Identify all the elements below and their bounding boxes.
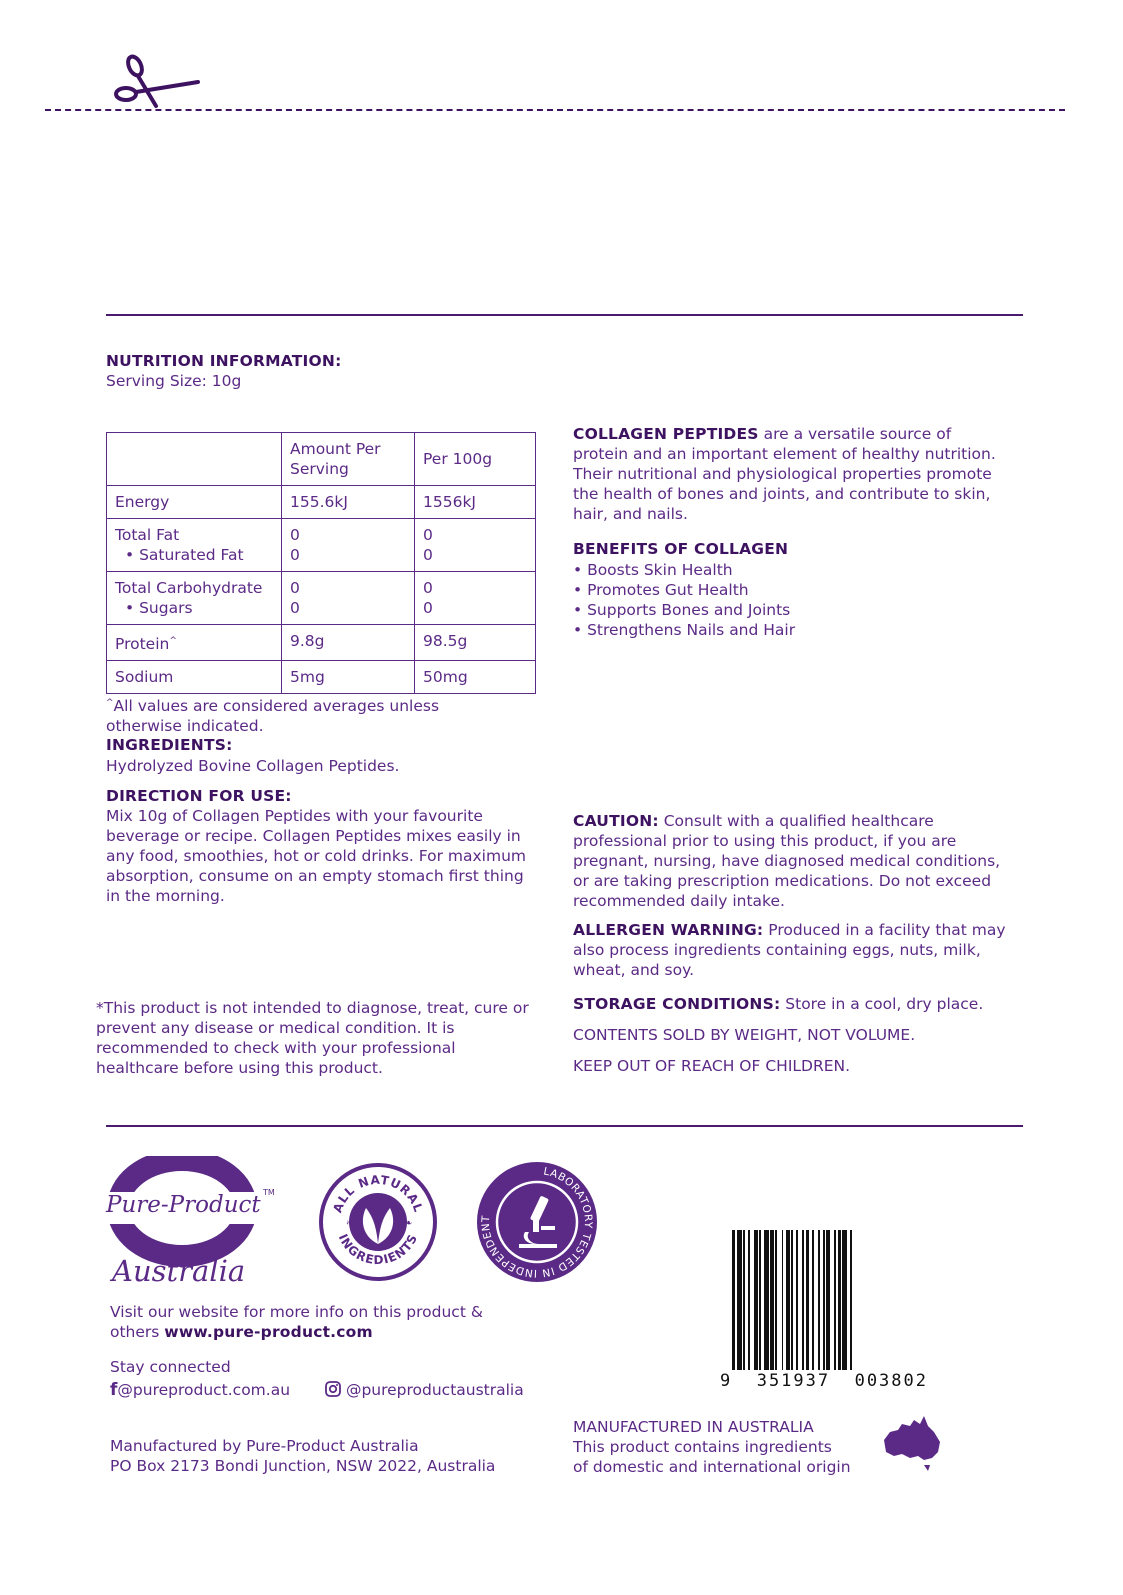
- brand-tm: TM: [263, 1188, 275, 1197]
- table-row: [107, 486, 536, 519]
- list-item: • Supports Bones and Joints: [573, 601, 791, 619]
- row-per100: 0: [423, 579, 433, 597]
- table-row: [107, 519, 536, 572]
- row-label: Protein: [115, 635, 170, 654]
- barcode-bar: [775, 1230, 777, 1370]
- origin-line1: MANUFACTURED IN AUSTRALIA: [573, 1418, 814, 1436]
- nutrition-footnote: ^All values are considered averages unless otherwise indicated.: [106, 697, 440, 736]
- instagram-handle[interactable]: @pureproductaustralia: [325, 1380, 524, 1400]
- row-per100-sub: 0: [423, 599, 433, 617]
- barcode-bar: [770, 1230, 773, 1370]
- divider-top: [106, 314, 1023, 316]
- barcode-bar: [754, 1230, 757, 1370]
- row-per100: 98.5g: [423, 632, 468, 650]
- disclaimer: *This product is not intended to diagnose, treat, cure or prevent any disease or medical condition. It is recommended to check with your professional healthcare before using this product.: [96, 999, 529, 1077]
- row-label: Total Fat: [115, 526, 180, 544]
- row-per100: 1556kJ: [423, 493, 476, 511]
- website-link[interactable]: www.pure-product.com: [164, 1323, 373, 1341]
- cut-line: [45, 109, 1065, 111]
- barcode-bar: [786, 1230, 789, 1370]
- barcode-bar: [818, 1230, 820, 1370]
- leaf-icon: ❧: [346, 1218, 355, 1229]
- lab-tested-badge: [475, 1160, 599, 1284]
- scissors-icon: [108, 52, 204, 112]
- barcode-bar: [748, 1230, 750, 1370]
- website-info: Visit our website for more info on this product & others www.pure-product.com: [110, 1303, 483, 1341]
- facebook-handle[interactable]: f@pureproduct.com.au: [110, 1380, 291, 1400]
- nutrition-table: [106, 432, 536, 694]
- table-row: [107, 661, 536, 694]
- collagen-description: COLLAGEN PEPTIDES are a versatile source of protein and an important element of healthy nutrition. Their nutritional and physiological properties promote the health of bones and joints, and contribute to skin, hair, and nails.: [573, 425, 996, 523]
- badge-text-top: ALL NATURAL: [330, 1172, 426, 1215]
- brand-logo: [106, 1156, 286, 1296]
- caution: CAUTION: Consult with a qualified healthcare professional prior to using this product, if you are pregnant, nursing, have diagnosed medical conditions, or are taking prescription medications. Do not exceed recommended daily intake.: [573, 812, 1001, 910]
- table-header-cell: Amount Per Serving: [282, 433, 415, 486]
- barcode-bar: [782, 1230, 784, 1370]
- instagram-icon: [325, 1381, 341, 1397]
- social-title: Stay connected: [110, 1358, 231, 1376]
- lab-badge-text: LABORATORY TESTED IN INDEPENDENT: [479, 1165, 595, 1280]
- barcode-bar: [826, 1230, 829, 1370]
- barcode-bar: [796, 1230, 798, 1370]
- row-serving: 155.6kJ: [290, 493, 348, 511]
- row-serving-sub: 0: [290, 599, 300, 617]
- ingredients-text: Hydrolyzed Bovine Collagen Peptides.: [106, 757, 400, 775]
- ingredients-title: INGREDIENTS:: [106, 736, 233, 754]
- divider-bottom: [106, 1125, 1023, 1127]
- barcode-bar: [850, 1230, 852, 1370]
- barcode-bar: [732, 1230, 735, 1370]
- row-serving: 9.8g: [290, 632, 325, 650]
- contents-note: CONTENTS SOLD BY WEIGHT, NOT VOLUME.: [573, 1026, 916, 1044]
- barcode: [720, 1230, 964, 1391]
- barcode-bar: [764, 1230, 769, 1370]
- barcode-bar: [743, 1230, 745, 1370]
- row-per100: 50mg: [423, 668, 468, 687]
- brand-name-bottom: Australia: [112, 1254, 246, 1288]
- barcode-bar: [759, 1230, 761, 1370]
- row-serving: 0: [290, 526, 300, 544]
- row-label: Energy: [115, 493, 170, 511]
- barcode-bar: [823, 1230, 825, 1370]
- children-warning: KEEP OUT OF REACH OF CHILDREN.: [573, 1057, 851, 1075]
- barcode-bar: [802, 1230, 804, 1370]
- barcode-bar: [834, 1230, 836, 1370]
- table-header-cell: [107, 433, 282, 486]
- barcode-bar: [812, 1230, 814, 1370]
- table-row: [107, 625, 536, 661]
- manufacturer-line2: PO Box 2173 Bondi Junction, NSW 2022, Australia: [110, 1457, 496, 1475]
- allergen-warning: ALLERGEN WARNING: Produced in a facility that may also process ingredients containing eggs, nuts, milk, wheat, and soy.: [573, 921, 1006, 979]
- australia-map-icon: [880, 1414, 944, 1474]
- row-label: Total Carbohydrate: [115, 579, 263, 597]
- list-item: • Promotes Gut Health: [573, 581, 749, 599]
- brand-name-top: Pure-Product: [106, 1192, 261, 1218]
- list-item: • Boosts Skin Health: [573, 561, 733, 579]
- benefits-list: [573, 560, 795, 640]
- row-label-sup: ^: [169, 636, 177, 646]
- row-serving-sub: 0: [290, 546, 300, 564]
- storage-conditions: STORAGE CONDITIONS: Store in a cool, dry place.: [573, 995, 984, 1013]
- directions-title: DIRECTION FOR USE:: [106, 787, 292, 805]
- list-item: • Strengthens Nails and Hair: [573, 621, 796, 639]
- barcode-bars: [732, 1230, 964, 1370]
- facebook-icon: f: [110, 1380, 118, 1400]
- table-row: [107, 572, 536, 625]
- benefits-title: BENEFITS OF COLLAGEN: [573, 540, 789, 558]
- row-serving: 5mg: [290, 668, 325, 687]
- row-label: Sodium: [115, 668, 174, 687]
- row-sublabel: • Sugars: [125, 599, 193, 617]
- manufacturer-line1: Manufactured by Pure-Product Australia: [110, 1437, 419, 1455]
- barcode-digits: 9 351937 003802: [720, 1371, 928, 1391]
- barcode-bar: [791, 1230, 793, 1370]
- all-natural-badge: [318, 1162, 438, 1282]
- row-serving: 0: [290, 579, 300, 597]
- badge-text-bottom: INGREDIENTS: [335, 1231, 421, 1268]
- directions-text: Mix 10g of Collagen Peptides with your favourite beverage or recipe. Collagen Peptides mixes easily in any food, smoothies, hot or cold drinks. For maximum absorption, consume on an empty stomach first thing in the morning.: [106, 807, 527, 905]
- row-per100-sub: 0: [423, 546, 433, 564]
- row-per100: 0: [423, 526, 433, 544]
- nutrition-title: NUTRITION INFORMATION:: [106, 352, 342, 370]
- leaf-icon: ❧: [404, 1218, 413, 1229]
- barcode-bar: [737, 1230, 742, 1370]
- origin-line3: of domestic and international origin: [573, 1458, 851, 1476]
- row-sublabel: • Saturated Fat: [125, 546, 244, 564]
- barcode-bar: [842, 1230, 847, 1370]
- origin-line2: This product contains ingredients: [573, 1438, 832, 1456]
- barcode-bar: [838, 1230, 841, 1370]
- serving-size: Serving Size: 10g: [106, 372, 242, 390]
- barcode-bar: [806, 1230, 809, 1370]
- table-header-row: [107, 433, 536, 486]
- table-header-cell: Per 100g: [415, 433, 536, 486]
